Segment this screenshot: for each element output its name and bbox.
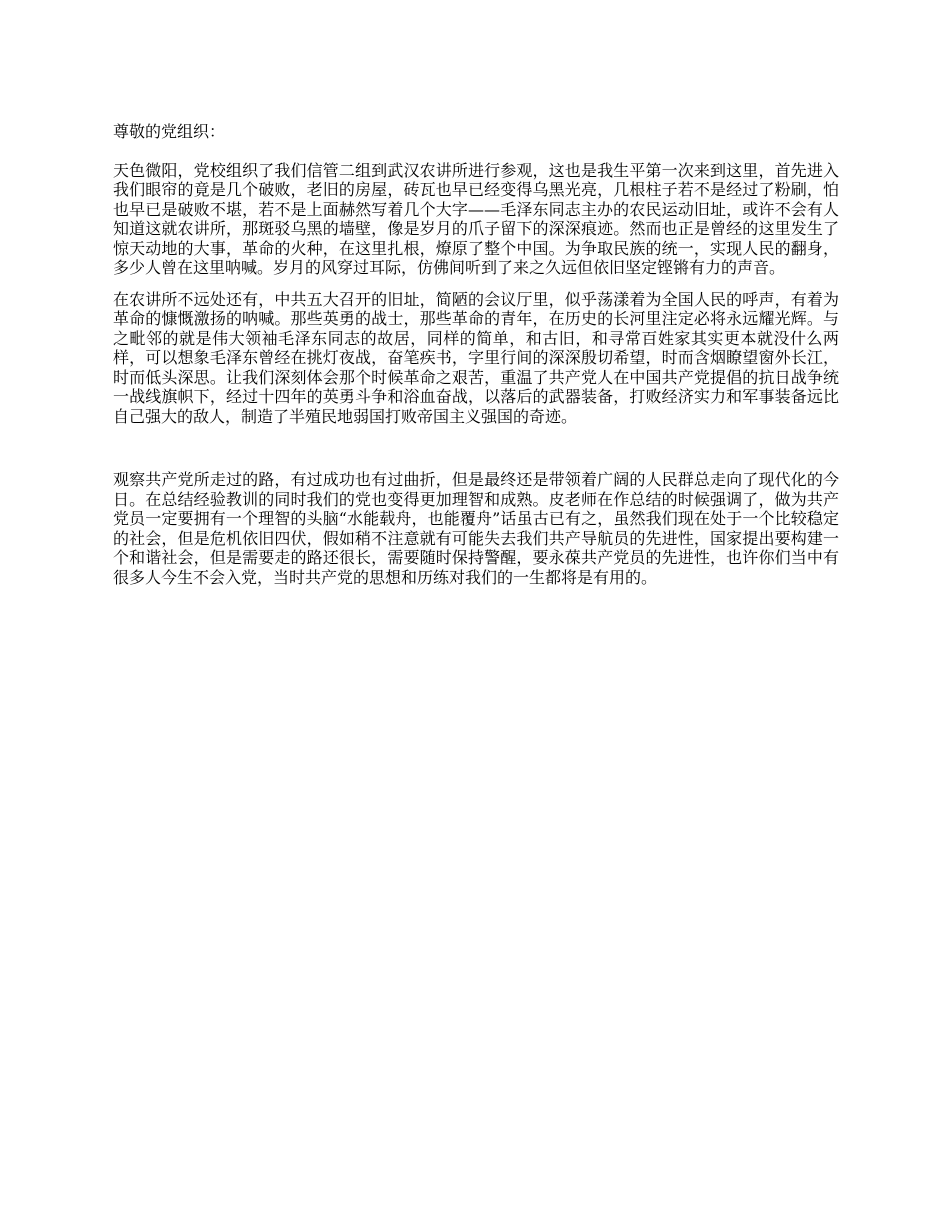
salutation: 尊敬的党组织： [113,122,226,141]
paragraph-gap [113,438,839,470]
paragraph-congress-site: 在农讲所不远处还有，中共五大召开的旧址，简陋的会议厅里，似乎荡漾着为全国人民的呼声，有着为革命的慷慨激扬的呐喊。那些英勇的战士，那些革命的青年，在历史的长河里注定必将永远耀光辉。与之毗邻的就是伟大领袖毛泽东同志的故居，同样的简单，和古旧，和寻常百姓家其实更本就没什么两样，可以想象毛泽东曾经在挑灯夜战，奋笔疾书，字里行间的深深殷切希望，时而含烟瞭望窗外长江，时而低头深思。让我们深刻体会那个时候革命之艰苦，重温了共产党人在中国共产党提倡的抗日战争统一战线旗帜下，经过十四年的英勇斗争和浴血奋战，以落后的武器装备，打败经济实力和军事装备远比自己强大的敌人，制造了半殖民地弱国打败帝国主义强国的奇迹。 [113,289,839,426]
document-page [113,122,839,599]
paragraph-reflection: 观察共产党所走过的路，有过成功也有过曲折，但是最终还是带领着广阔的人民群总走向了现代化的今日。在总结经验教训的同时我们的党也变得更加理智和成熟。皮老师在作总结的时候强调了，做为共产党员一定要拥有一个理智的头脑“水能载舟，也能覆舟”话虽古已有之，虽然我们现在处于一个比较稳定的社会，但是危机依旧四伏，假如稍不注意就有可能失去我们共产导航员的先进性，国家提出要构建一个和谐社会，但是需要走的路还很长，需要随时保持警醒，要永葆共产党员的先进性，也许你们当中有很多人今生不会入党，当时共产党的思想和历练对我们的一生都将是有用的。 [113,470,839,587]
paragraph-visit: 天色微阳，党校组织了我们信管二组到武汉农讲所进行参观，这也是我生平第一次来到这里，首先进入我们眼帘的竟是几个破败，老旧的房屋，砖瓦也早已经变得乌黑光亮，几根柱子若不是经过了粉刷，怕也早已是破败不堪，若不是上面赫然写着几个大字——毛泽东同志主办的农民运动旧址，或许不会有人知道这就农讲所，那斑驳乌黑的墙壁，像是岁月的爪子留下的深深痕迹。然而也正是曾经的这里发生了惊天动地的大事，革命的火种，在这里扎根，燎原了整个中国。为争取民族的统一，实现人民的翻身，多少人曾在这里呐喊。岁月的风穿过耳际，仿佛间听到了来之久远但依旧坚定铿锵有力的声音。 [113,160,839,277]
